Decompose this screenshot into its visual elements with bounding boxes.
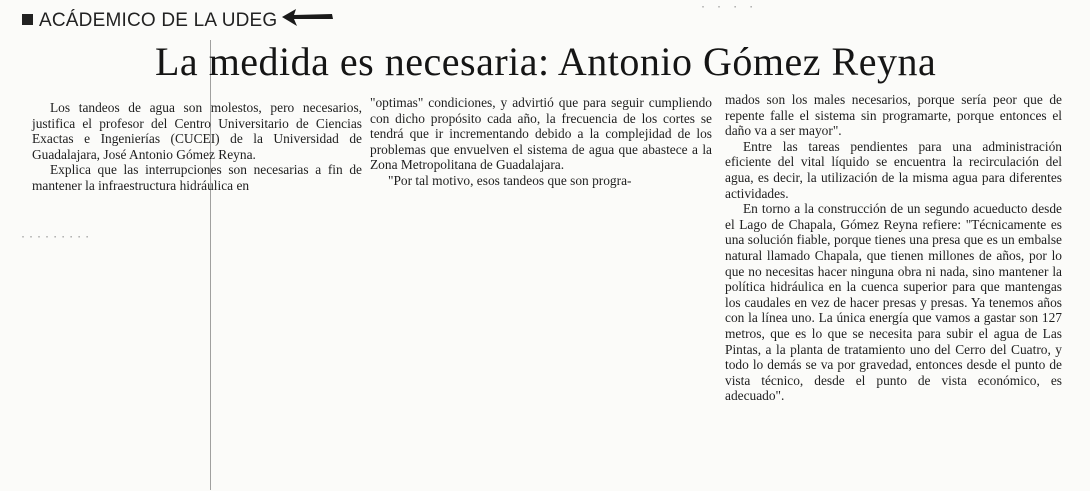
paragraph: Explica que las interrupciones son necesarias a fin de mantener la infraestructura hidráulica en: [32, 162, 362, 193]
article-column-3: [725, 92, 1062, 404]
paragraph: "Por tal motivo, esos tandeos que son progra-: [388, 172, 632, 188]
scan-speckle: ·········: [20, 232, 93, 243]
paragraph: "optimas" condiciones, y advirtió que para seguir cumpliendo con dicho propósito cada año, la frecuencia de los cortes se tendrá que ir incrementando debido a la complejidad de los problemas que envuelven el sistema de agua que abastece a la Zona Metropolitana de Guadalajara.: [370, 95, 712, 173]
left-arrow-icon: [280, 6, 336, 28]
scan-speckle: · · · ·: [700, 2, 757, 13]
section-header: [22, 10, 277, 32]
headline: La medida es necesaria: Antonio Gómez Reyna: [155, 39, 937, 84]
paragraph: mados son los males necesarios, porque sería peor que de repente falle el sistema sin programarte, porque entonces el daño va a ser mayor".: [725, 92, 1062, 139]
paragraph: Los tandeos de agua son molestos, pero necesarios, justifica el profesor del Centro Universitario de Ciencias Exactas e Ingenierías (CUCEI) de la Universidad de Guadalajara, José Antonio Gómez Reyna.: [32, 100, 362, 162]
square-bullet-icon: [22, 14, 33, 25]
section-label: ACÁDEMICO DE LA UDEG: [39, 10, 278, 31]
paragraph: Entre las tareas pendientes para una administración eficiente del vital líquido se encuentra la recirculación del agua, es decir, la utilización de la misma agua para diferentes actividades.: [725, 138, 1062, 201]
article-column-2: [370, 95, 712, 189]
paragraph: En torno a la construcción de un segundo acueducto desde el Lago de Chapala, Gómez Reyna refiere: "Técnicamente es una solución fiable, porque tienes una presa que es un embalse natural llamado Chapala, que tienen millones de años, por lo que no necesitas hacer ninguna obra ni nada, sino mantener la política hidráulica en la cuenca superior para que mantengas los caudales en vez de hacer presas y presas. Ya tenemos años con la línea uno. La única energía que vamos a gastar son 127 metros, que es lo que se necesita para subir el agua de Las Pintas, a la planta de tratamiento uno del Cerro del Cuatro, y todo lo demás se va por gravedad, entonces desde el punto de vista técnico, desde el punto de vista económico, es adecuado".: [725, 201, 1062, 404]
article-column-1: [32, 100, 362, 194]
